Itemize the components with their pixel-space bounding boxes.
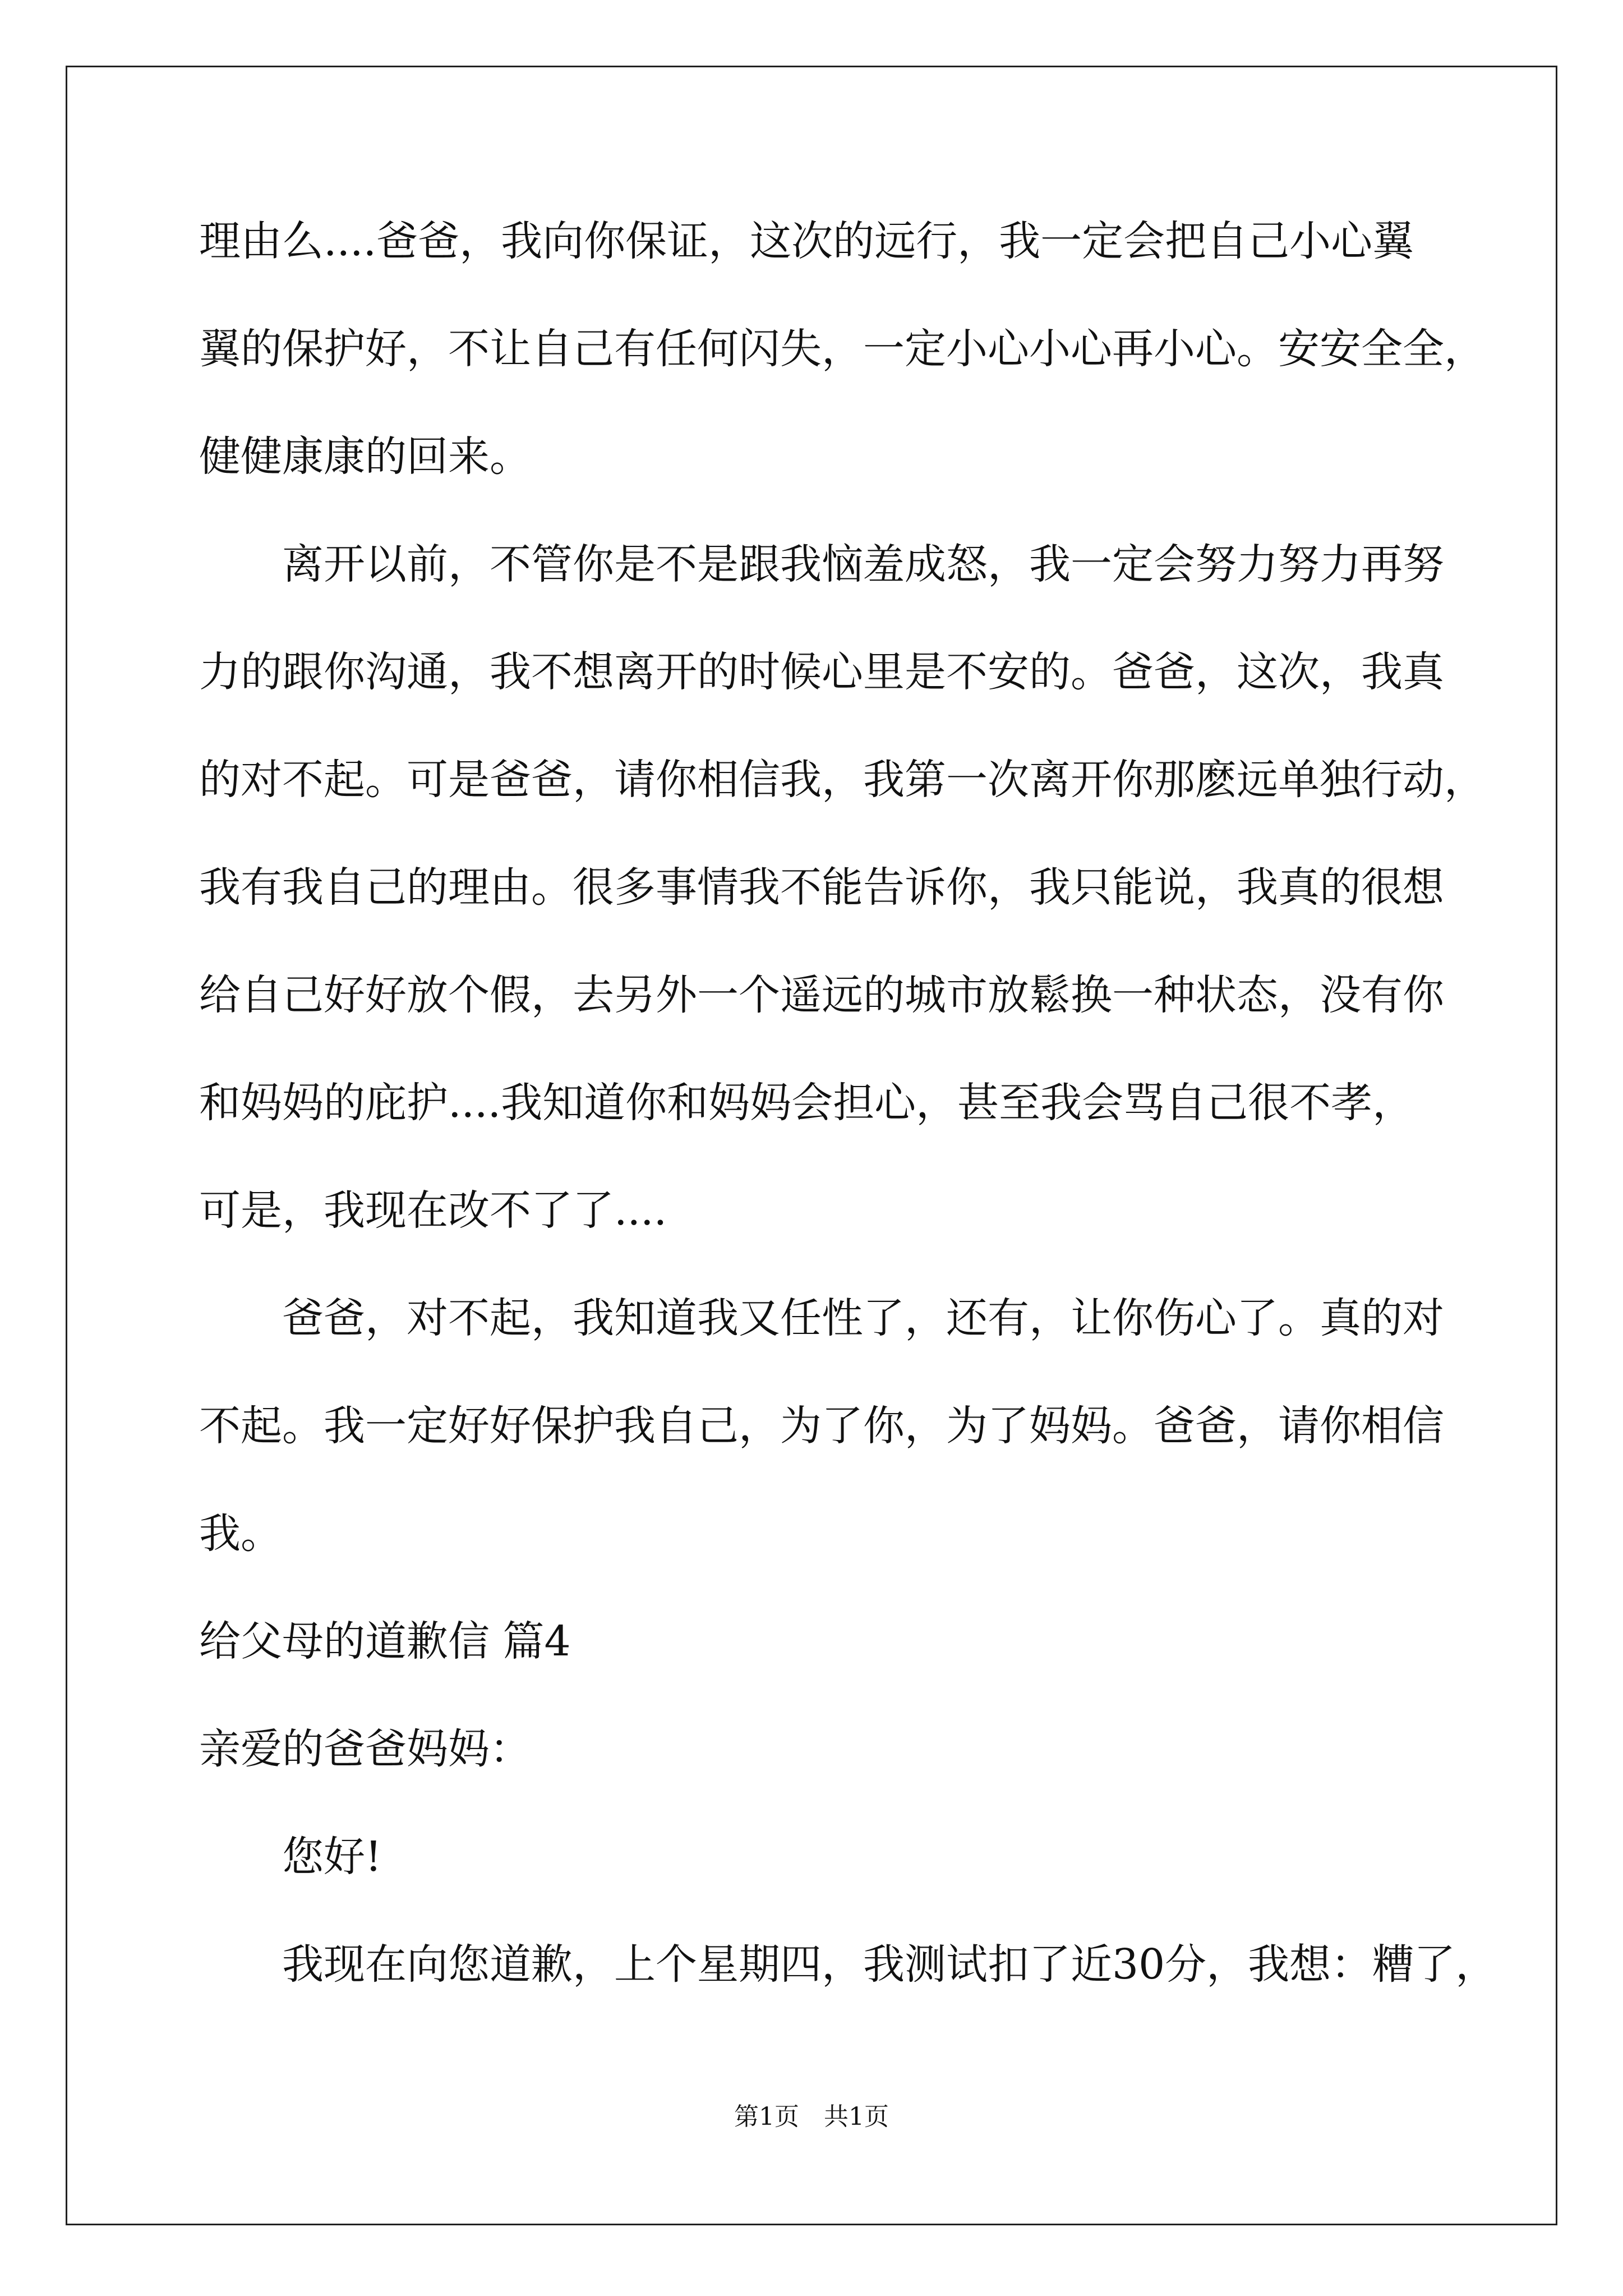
paragraph-line: 我有我自己的理由。很多事情我不能告诉你，我只能说，我真的很想 [199, 863, 1444, 912]
paragraph-line: 我。 [199, 1510, 282, 1558]
paragraph-line: 翼的保护好，不让自己有任何闪失，一定小心小心再小心。安安全全， [199, 325, 1486, 373]
section-heading: 给父母的道歉信 篇4 [199, 1617, 571, 1665]
paragraph-line: 可是，我现在改不了了.... [199, 1186, 667, 1235]
page-footer: 第1页 共1页 [734, 2102, 889, 2131]
paragraph-line: 和妈妈的庇护....我知道你和妈妈会担心，甚至我会骂自己很不孝， [199, 1079, 1414, 1127]
page-border [66, 66, 1557, 2225]
paragraph-line: 我现在向您道歉，上个星期四，我测试扣了近30分，我想：糟了， [282, 1940, 1497, 1989]
paragraph-line: 爸爸，对不起，我知道我又任性了，还有，让你伤心了。真的对 [282, 1294, 1444, 1342]
paragraph-line: 的对不起。可是爸爸，请你相信我，我第一次离开你那麽远单独行动， [199, 756, 1486, 804]
paragraph-line: 力的跟你沟通，我不想离开的时候心里是不安的。爸爸，这次，我真 [199, 648, 1444, 696]
greeting: 您好! [282, 1833, 382, 1881]
paragraph-line: 健健康康的回来。 [199, 432, 531, 481]
paragraph-line: 不起。我一定好好保护我自己，为了你，为了妈妈。爸爸，请你相信 [199, 1402, 1444, 1450]
paragraph-line: 离开以前，不管你是不是跟我恼羞成怒，我一定会努力努力再努 [282, 540, 1444, 588]
salutation: 亲爱的爸爸妈妈： [199, 1725, 531, 1773]
paragraph-line: 理由么....爸爸，我向你保证，这次的远行，我一定会把自己小心翼 [199, 217, 1414, 265]
paragraph-line: 给自己好好放个假，去另外一个遥远的城市放鬆换一种状态，没有你 [199, 971, 1444, 1019]
